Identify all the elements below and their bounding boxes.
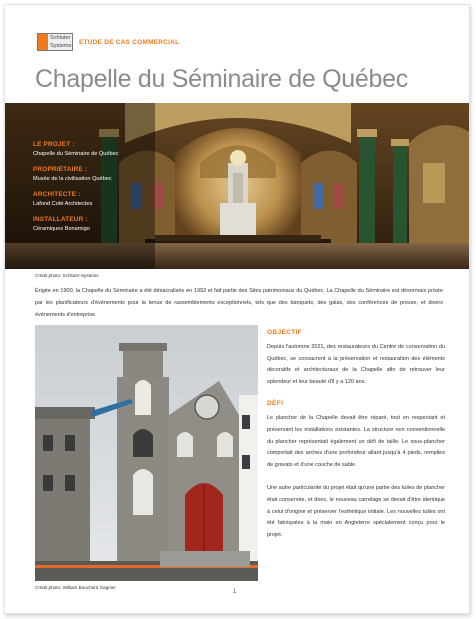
chapel-exterior-photo — [35, 325, 258, 581]
architect-label: ARCHITECTE : — [33, 191, 81, 198]
architect-value: Lafond Coté Architectes — [33, 201, 93, 207]
logo-orange-square — [38, 34, 48, 50]
case-study-kicker: ETUDE DE CAS COMMERCIAL — [79, 39, 180, 46]
objectif-text: Depuis l'automne 2021, des restaurateurs du Centre de conservation du Québec, se consacrent à la préservation et restauration des éléments décoratifs et architecturaux de la Chapelle afin de retrouver leur splendeur et leur beauté d'il y a 120 ans. — [267, 344, 445, 385]
schluter-logo — [37, 33, 73, 51]
right-column — [267, 329, 445, 553]
chapel-interior-photo — [5, 103, 470, 269]
owner-label: PROPRIÉTAIRE : — [33, 166, 88, 173]
page-title: Chapelle du Séminaire de Québec — [35, 65, 408, 93]
page-number: 1 — [233, 589, 237, 595]
installer-value: Céramiques Bonamigo — [33, 226, 90, 232]
document-page — [4, 4, 470, 614]
intro-paragraph: Érigée en 1900, la Chapelle du Séminaire a été désacralisée en 1992 et fait partie des Sites patrimoniaux du Québec. La Chapelle du Séminaire est désormais prisée par les planificateurs d'événements pour la tenue de rassemblements exceptionnels, tels que des banquets, des galas, des conférences de presse, et divers événements d'entreprise. — [35, 288, 443, 318]
logo-text: Schluter Systems — [50, 35, 72, 49]
defi-text-2: Une autre particularité du projet était qu'une partie des tuiles de plancher était conservée, et donc, le nouveau carrelage se devait d'être identique à celui d'origine et préserver l'esthétique initiale. Les nouvelles tuiles ont été fabriquées à la main en Angleterre spécialement conçu pour le projet. — [267, 485, 445, 538]
photo-credit-2: Crédit photo: William Bouchard Gagnier — [35, 585, 116, 590]
defi-text-1: Le plancher de la Chapelle devait être réparé, tout en respectant et préservant les installations existantes. La structure non conventionnelle du plancher représentait également un défi de taille. Le sous-plancher comportait des arches d'une profondeur allant jusqu'à 4 pieds, remplies de gravats et d'une couche de sable. — [267, 415, 445, 468]
owner-value: Musée de la civilisation Québec — [33, 176, 112, 182]
defi-heading: DÉFI — [267, 400, 284, 408]
project-label: LE PROJET : — [33, 141, 75, 148]
chapel-exterior-illustration — [35, 325, 258, 581]
project-value: Chapelle du Séminaire de Québec — [33, 151, 119, 157]
photo-credit-1: Crédit photo: Schluter-Systems — [35, 273, 99, 278]
objectif-heading: OBJECTIF — [267, 329, 303, 336]
installer-label: INSTALLATEUR : — [33, 216, 88, 223]
project-info-box — [33, 141, 143, 241]
